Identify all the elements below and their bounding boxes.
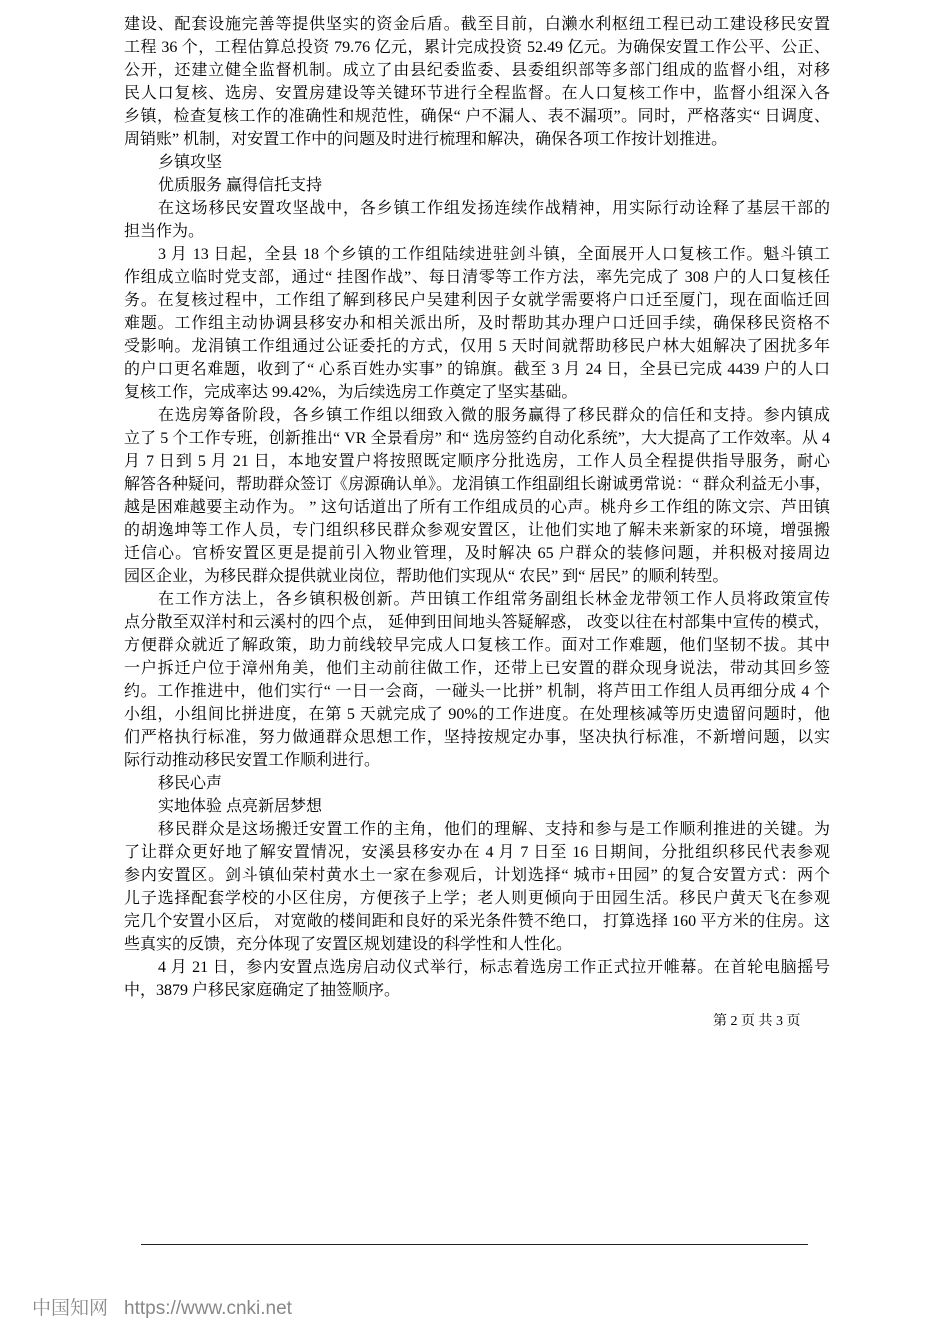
text-line: 的户口更名难题，收到了“ 心系百姓办实事” 的锦旗。截至 3 月 24 日，全县已完成 4439 户的人口 — [124, 361, 830, 378]
text-line: 在选房筹备阶段，各乡镇工作组以细致入微的服务赢得了移民群众的信任和支持。参内镇成 — [158, 407, 830, 424]
text-line: 复核工作，完成率达 99.42%，为后续选房工作奠定了坚实基础。 — [124, 384, 578, 401]
text-line: 公开，还建立健全监督机制。成立了由县纪委监委、县委组织部等多部门组成的监督小组，对移 — [124, 62, 830, 79]
document-body — [124, 13, 830, 1002]
text-line: 实地体验 点亮新居梦想 — [158, 798, 323, 815]
text-line: 在工作方法上，各乡镇积极创新。芦田镇工作组常务副组长林金龙带领工作人员将政策宣传 — [158, 591, 830, 608]
text-line: 小组，小组间比拼进度，在第 5 天就完成了 90%的工作进度。在处理核减等历史遗留问题时，他 — [124, 706, 830, 723]
text-line: 移民心声 — [158, 775, 223, 792]
footer-divider — [141, 1244, 808, 1245]
page-number: 第 2 页 共 3 页 — [713, 1014, 801, 1029]
text-line: 些真实的反馈，充分体现了安置区规划建设的科学性和人性化。 — [124, 936, 573, 953]
text-line: 儿子选择配套学校的小区住房，方便孩子上学；老人则更倾向于田园生活。移民户黄天飞在参观 — [124, 890, 830, 907]
text-line: 迁信心。官桥安置区更是提前引入物业管理，及时解决 65 户群众的装修问题，并积极对接周边 — [124, 545, 830, 562]
text-line: 工程 36 个，工程估算总投资 79.76 亿元，累计完成投资 52.49 亿元。为确保安置工作公平、公正、 — [124, 39, 830, 56]
text-line: 3 月 13 日起，全县 18 个乡镇的工作组陆续进驻剑斗镇，全面展开人口复核工作。魁斗镇工 — [158, 246, 830, 263]
text-line: 务。在复核过程中，工作组了解到移民户吴建利因子女就学需要将户口迁至厦门，现在面临迁回 — [124, 292, 830, 309]
text-line: 建设、配套设施完善等提供坚实的资金后盾。截至目前，白濑水利枢纽工程已动工建设移民安置 — [124, 16, 830, 33]
text-line: 民人口复核、选房、安置房建设等关键环节进行全程监督。在人口复核工作中，监督小组深入各 — [124, 85, 830, 102]
cnki-watermark — [32, 1293, 308, 1320]
text-line: 完几个安置小区后， 对宽敞的楼间距和良好的采光条件赞不绝口， 打算选择 160 平方米的住房。这 — [124, 913, 830, 930]
text-line: 一户拆迁户位于漳州角美，他们主动前往做工作，还带上已安置的群众现身说法，带动其回乡签 — [124, 660, 830, 677]
text-line: 担当作为。 — [124, 223, 205, 240]
watermark-url: https://www.cnki.net — [124, 1298, 292, 1319]
text-line: 点分散至双洋村和云溪村的四个点， 延伸到田间地头答疑解惑， 改变以往在村部集中宣传的模式， — [124, 614, 830, 631]
text-line: 在这场移民安置攻坚战中，各乡镇工作组发扬连续作战精神，用实际行动诠释了基层干部的 — [158, 200, 830, 217]
text-line: 方便群众就近了解政策，助力前线较早完成人口复核工作。面对工作难题，他们坚韧不拔。其中 — [124, 637, 830, 654]
text-line: 参内安置区。剑斗镇仙荣村黄水土一家在参观后，计划选择“ 城市+田园” 的复合安置方式：两个 — [124, 867, 830, 884]
watermark-brand: 中国知网 — [32, 1298, 109, 1319]
text-line: 解答各种疑问，帮助群众签订《房源确认单》。龙涓镇工作组副组长谢诚勇常说：“ 群众利益无小事， — [124, 476, 832, 493]
text-line: 园区企业，为移民群众提供就业岗位，帮助他们实现从“ 农民” 到“ 居民” 的顺利转型。 — [124, 568, 729, 585]
text-line: 际行动推动移民安置工作顺利进行。 — [124, 752, 381, 769]
text-line: 受影响。龙涓镇工作组通过公证委托的方式，仅用 5 天时间就帮助移民户林大姐解决了困扰多年 — [124, 338, 830, 355]
text-line: 乡镇，检查复核工作的准确性和规范性，确保“ 户不漏人、表不漏项”。同时，严格落实“ 日调度、 — [124, 108, 830, 125]
text-line: 移民群众是这场搬迁安置工作的主角，他们的理解、支持和参与是工作顺利推进的关键。为 — [158, 821, 830, 838]
text-line: 周销账” 机制，对安置工作中的问题及时进行梳理和解决，确保各项工作按计划推进。 — [124, 131, 728, 148]
text-line: 作组成立临时党支部，通过“ 挂图作战”、每日清零等工作方法，率先完成了 308 户的人口复核任 — [124, 269, 830, 286]
text-line: 难题。工作组主动协调县移安办和相关派出所，及时帮助其办理户口迁回手续，确保移民资格不 — [124, 315, 830, 332]
text-line: 优质服务 赢得信托支持 — [158, 177, 323, 194]
text-line: 月 7 日到 5 月 21 日，本地安置户将按照既定顺序分批选房，工作人员全程提供指导服务，耐心 — [124, 453, 830, 470]
text-line: 了让群众更好地了解安置情况，安溪县移安办在 4 月 7 日至 16 日期间，分批组织移民代表参观 — [124, 844, 830, 861]
text-line: 立了 5 个工作专班，创新推出“ VR 全景看房” 和“ 选房签约自动化系统”，大大提高了工作效率。从 4 — [124, 430, 830, 447]
text-line: 们严格执行标准，努力做通群众思想工作，坚持按规定办事，坚决执行标准，不新增问题，以实 — [124, 729, 830, 746]
text-line: 的胡逸坤等工作人员，专门组织移民群众参观安置区，让他们实地了解未来新家的环境，增强搬 — [124, 522, 830, 539]
text-line: 乡镇攻坚 — [158, 154, 223, 171]
text-line: 越是困难越要主动作为。 ” 这句话道出了所有工作组成员的心声。桃舟乡工作组的陈文宗、芦田镇 — [124, 499, 830, 516]
text-line: 中，3879 户移民家庭确定了抽签顺序。 — [124, 982, 401, 999]
text-line: 约。工作推进中，他们实行“ 一日一会商，一碰头一比拼” 机制，将芦田工作组人员再细分成 4 个 — [124, 683, 830, 700]
text-line: 4 月 21 日，参内安置点选房启动仪式举行，标志着选房工作正式拉开帷幕。在首轮电脑摇号 — [158, 959, 830, 976]
